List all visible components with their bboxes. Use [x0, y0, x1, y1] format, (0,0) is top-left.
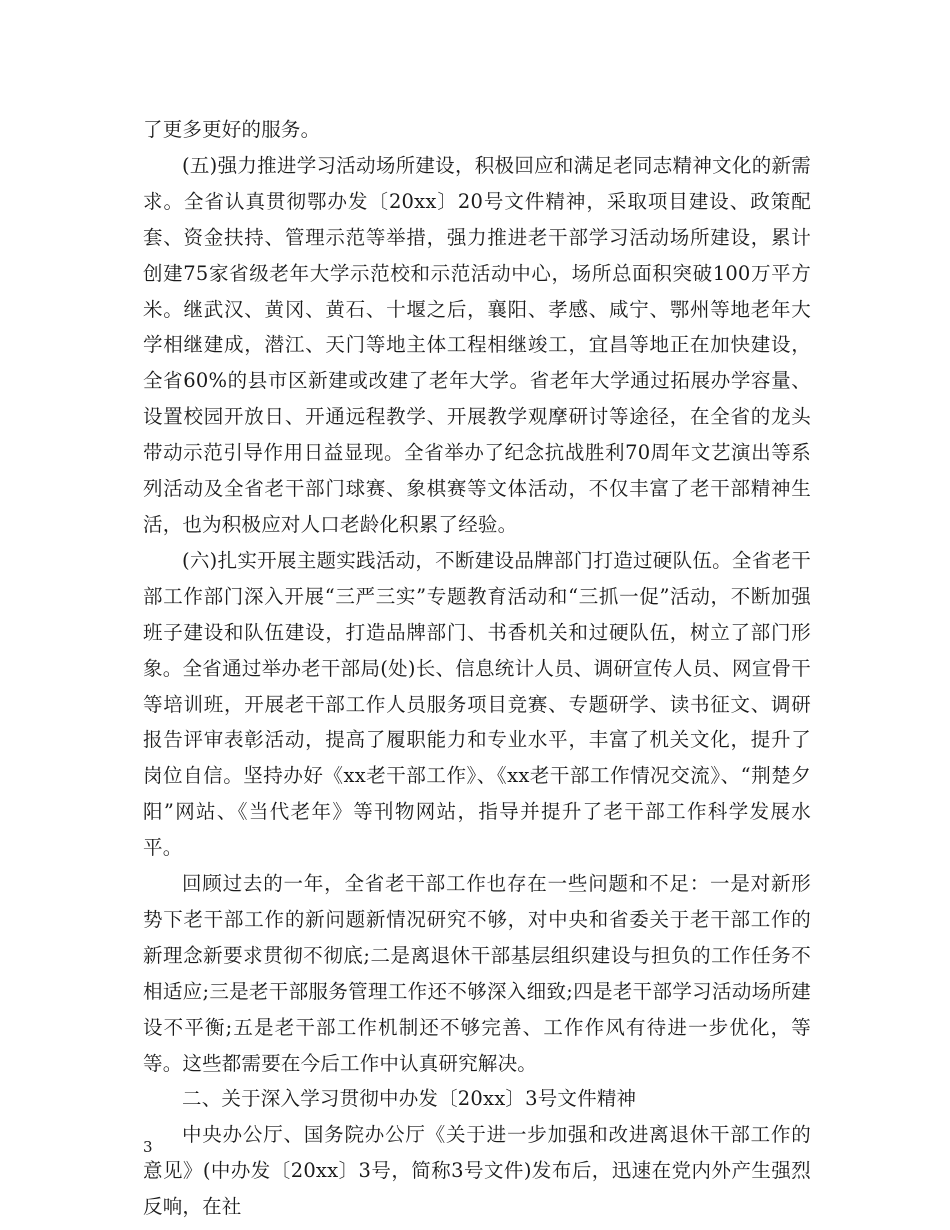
paragraph-section-6: (六)扎实开展主题实践活动，不断建设品牌部门打造过硬队伍。全省老干部工作部门深入开展“三严三实”专题教育活动和“三抓一促”活动，不断加强班子建设和队伍建设，打造品牌部门、书香机关和过硬队伍，树立了部门形象。全省通过举办老干部局(处)长、信息统计人员、调研宣传人员、网宣骨干等培训班，开展老干部工作人员服务项目竞赛、专题研学、读书征文、调研报告评审表彰活动，提高了履职能力和专业水平，丰富了机关文化，提升了岗位自信。坚持办好《xx老干部工作》、《xx老干部工作情况交流》、“荆楚夕阳”网站、《当代老年》等刊物网站，指导并提升了老干部工作科学发展水平。: [143, 548, 811, 860]
paragraph-document-3: 中央办公厅、国务院办公厅《关于进一步加强和改进离退休干部工作的意见》(中办发〔20xx〕3号，简称3号文件)发布后，迅速在党内外产生强烈反响，在社: [143, 1123, 811, 1219]
paragraph-continuation: 了更多更好的服务。: [143, 118, 321, 141]
body-text: [143, 112, 811, 1225]
paragraph-review: 回顾过去的一年，全省老干部工作也存在一些问题和不足：一是对新形势下老干部工作的新问题新情况研究不够，对中央和省委关于老干部工作的新理念新要求贯彻不彻底;二是离退休干部基层组织建设与担负的工作任务不相适应;三是老干部服务管理工作还不够深入细致;四是老干部学习活动场所建设不平衡;五是老干部工作机制还不够完善、工作作风有待进一步优化，等等。这些都需要在今后工作中认真研究解决。: [143, 872, 811, 1075]
paragraph-section-5: (五)强力推进学习活动场所建设，积极回应和满足老同志精神文化的新需求。全省认真贯彻鄂办发〔20xx〕20号文件精神，采取项目建设、政策配套、资金扶持、管理示范等举措，强力推进老干部学习活动场所建设，累计创建75家省级老年大学示范校和示范活动中心，场所总面积突破100万平方米。继武汉、黄冈、黄石、十堰之后，襄阳、孝感、咸宁、鄂州等地老年大学相继建成，潜江、天门等地主体工程相继竣工，宜昌等地正在加快建设，全省60%的县市区新建或改建了老年大学。省老年大学通过拓展办学容量、设置校园开放日、开通远程教学、开展教学观摩研讨等途径，在全省的龙头带动示范引导作用日益显现。全省举办了纪念抗战胜利70周年文艺演出等系列活动及全省老干部门球赛、象棋赛等文体活动，不仅丰富了老干部精神生活，也为积极应对人口老龄化积累了经验。: [143, 153, 811, 536]
page-number: 3: [143, 1138, 153, 1156]
section-heading: 二、关于深入学习贯彻中办发〔20xx〕3号文件精神: [182, 1087, 637, 1111]
